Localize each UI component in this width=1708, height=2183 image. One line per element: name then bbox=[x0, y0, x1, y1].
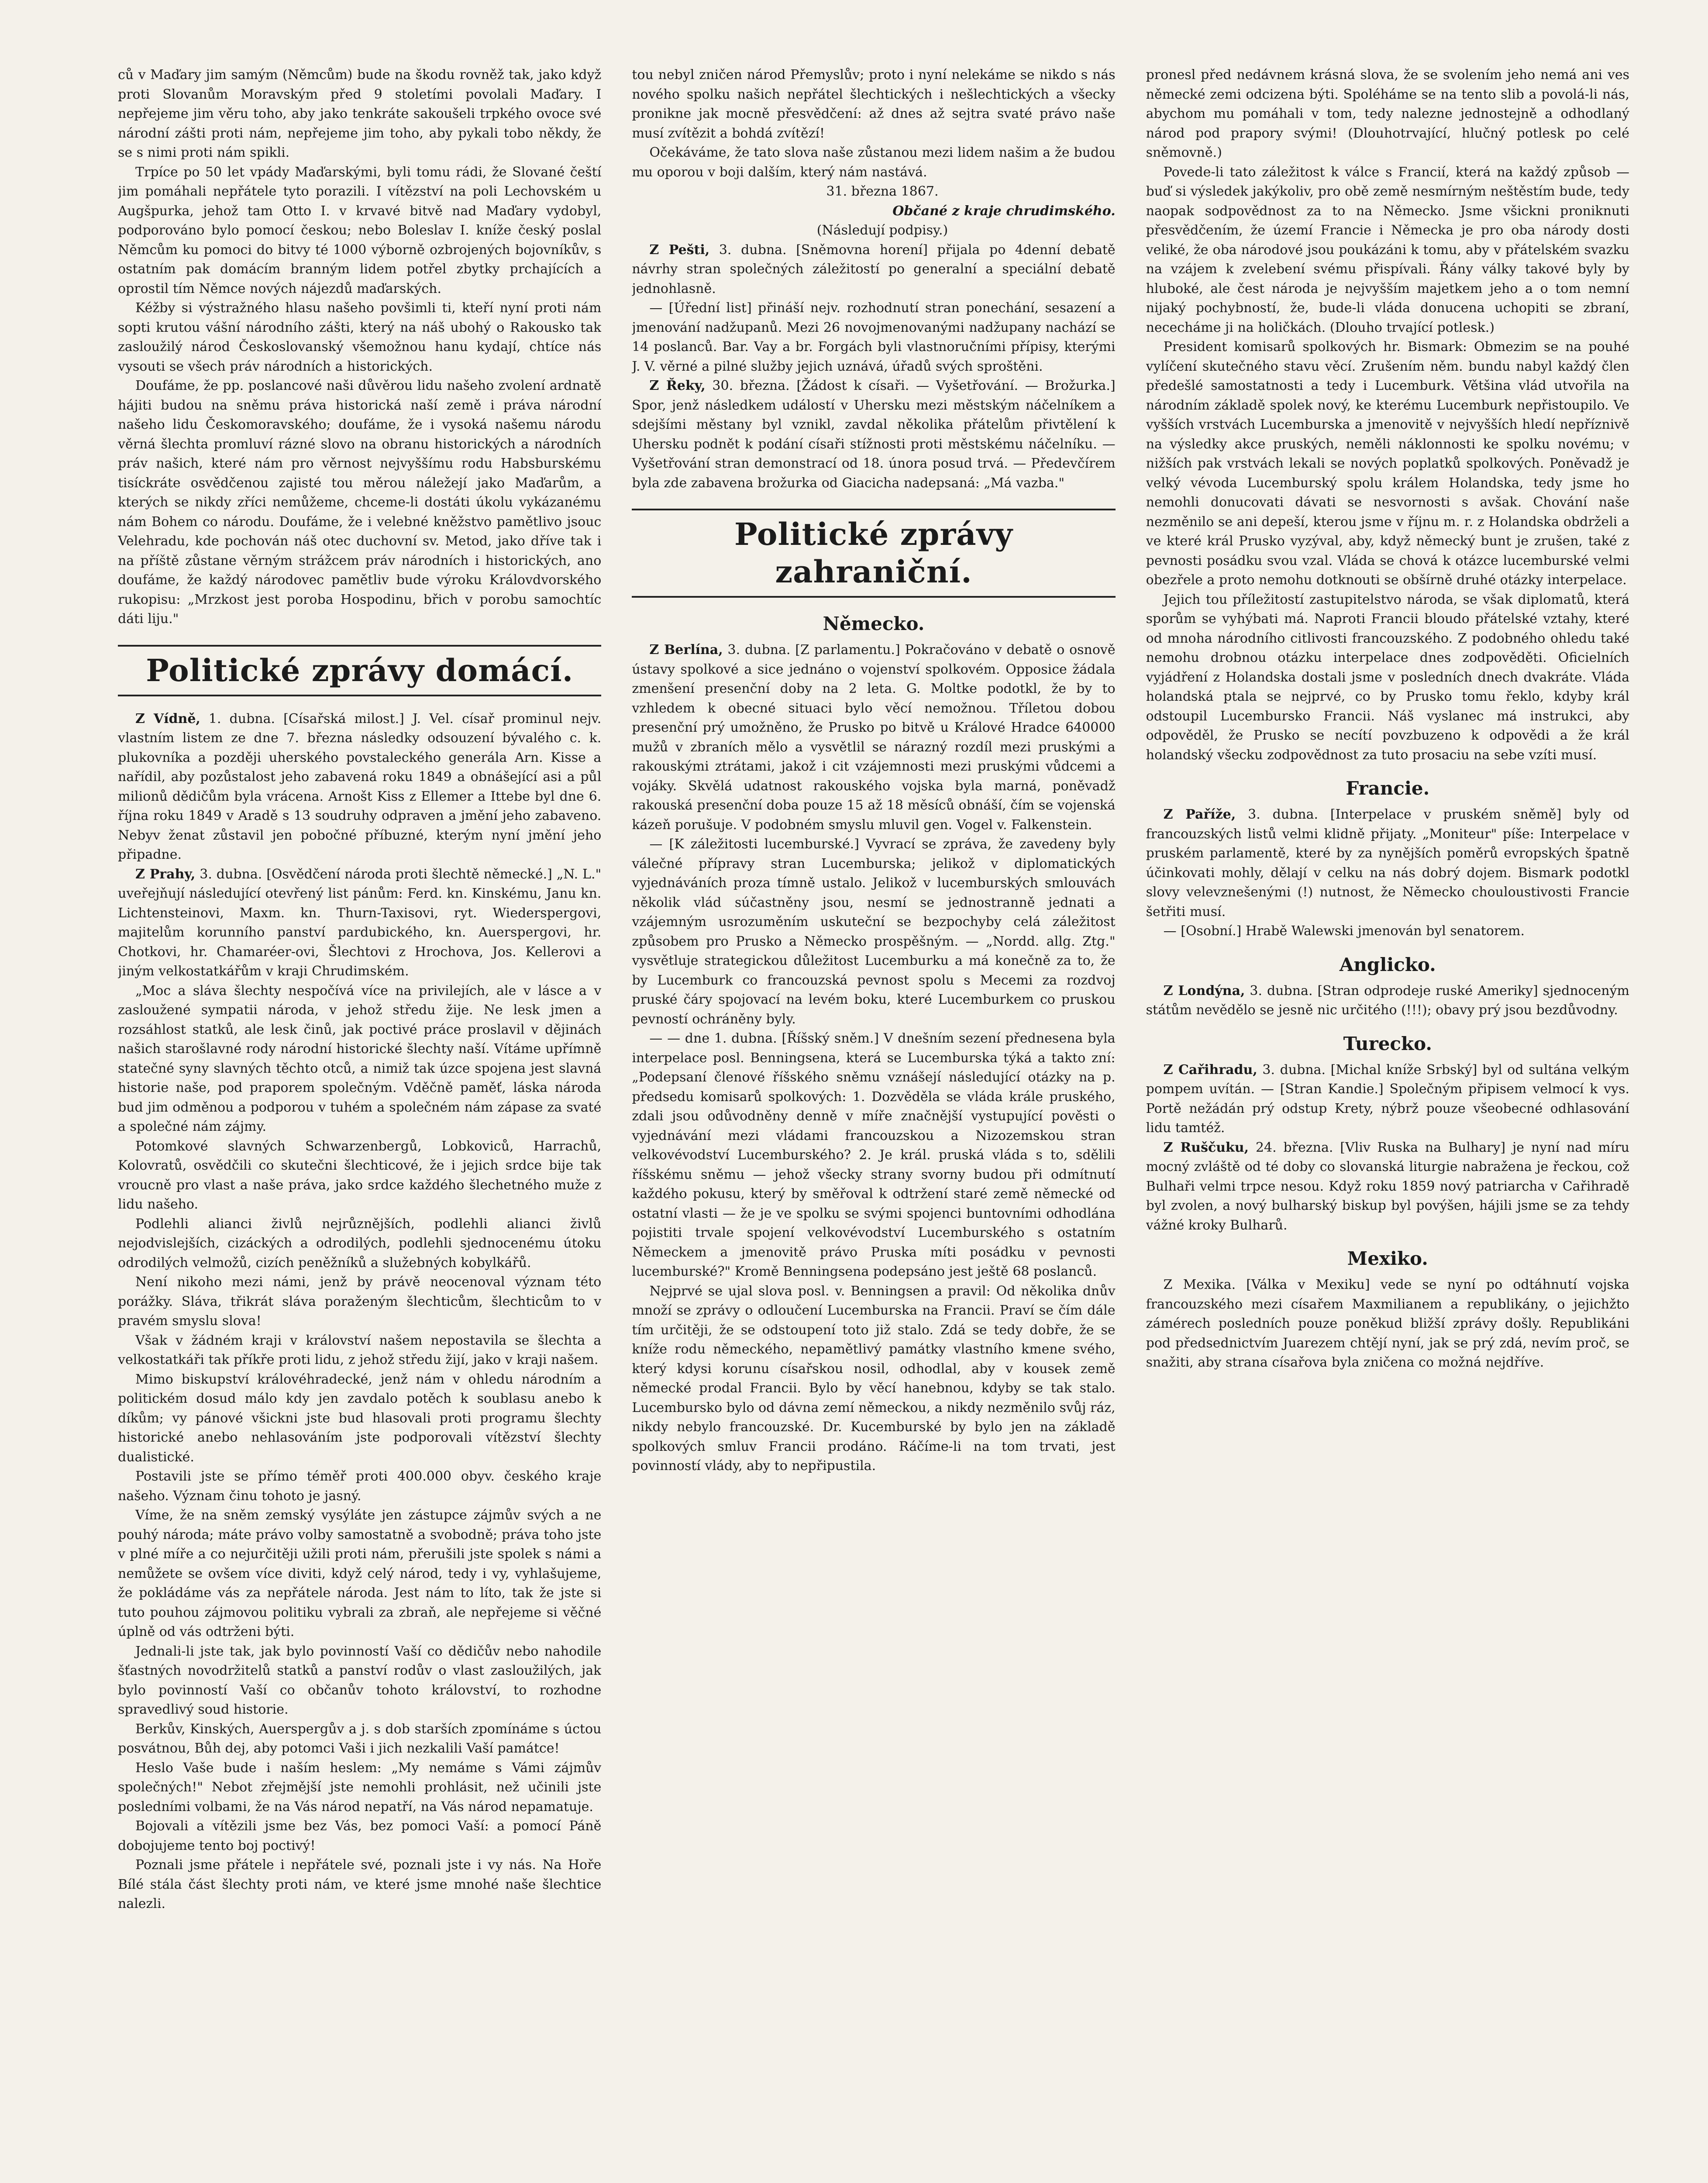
country-heading-mexico: Mexiko. bbox=[1347, 1248, 1428, 1269]
news-text: 30. března. [Žádost k císaři. — Vyšetřování. — Brožurka.] Spor, jenž následkem událostí v Uhersku mezi městským náčelníkem a sdejšími městany byl vznikl, zavdal několika přátelům přivtělení k Uhersku podnět k podání císaři stížnosti proti městskému náčelníku. — Vyšetřování stran demonstrací od 18. února posud trvá. — Předevčírem byla zde zabavena brožurka od Giacicha nadepsaná: „Má vazba." bbox=[632, 378, 1116, 491]
news-place: Z Prahy, bbox=[135, 866, 196, 882]
column-2 bbox=[632, 65, 1115, 2183]
news-item: Poznali jsme přátele i nepřátele své, poznali jste i vy nás. Na Hoře Bílé stála část šlechty proti nám, ve které jsme mnohé naše šlechtice nalezli. bbox=[118, 1857, 602, 1911]
news-item: Jednali-li jste tak, jak bylo povinností Vaší co dědičův nebo nahodile šťastných novodržitelů statků a panství rodův o vlast zasloužilých, jak bylo povinností Vaší co občanův tohoto království, to rozhodne spravedlivý soud historie. bbox=[118, 1643, 602, 1717]
country-heading-turkey: Turecko. bbox=[1343, 1033, 1432, 1054]
column-1 bbox=[118, 65, 601, 2183]
news-item: — [Osobní.] Hrabě Walewski jmenován byl senatorem. bbox=[1163, 923, 1525, 939]
news-place: Z Vídně, bbox=[135, 711, 200, 727]
news-item: Nejprvé se ujal slova posl. v. Benningsen a pravil: Od několika dnův množí se zprávy o odloučení Lucemburska na Francii. Praví se čím dále tím určitěji, že se odstoupení toto již stalo. Zdá se tedy dobře, že se kníže rodu německého, nepamětlivý památky vlastního kmene svého, který kdysi korunu císařskou nosil, odhodlal, aby v kousek země německé prodal Francii. Bylo by věcí hanebnou, kdyby se tak stalo. Lucembursko bylo od dávna zemí německou, a nikdy nezměnilo svůj ráz, nikdy nebylo francouzské. Dr. Kucemburské by bylo jen na základě spolkových smluv Francii prodáno. Ráčíme-li na tom trvati, jest povinností vlády, aby to nepřipustila. bbox=[632, 1283, 1116, 1474]
news-place: Z Londýna, bbox=[1163, 983, 1245, 999]
article-paragraph: Povede-li tato záležitost k válce s Francií, která na každý způsob — buď si výsledek jakýkoliv, pro obě země nesmírným neštěstím bude, tedy naopak sodpovědnost za to na Německo. Jsme všickni proniknuti přesvědčením, že území Francie i Německa je pro oba národy dosti veliké, že oba národové jsou poukázáni k tomu, aby v přátelském svazku na vzájem k zvelebení svému přispívali. Řány války takové byly by hluboké, ale čest národa je nejvyšším majetkem jeho a o tom nemní nijaký pochybností, že, bude-li vláda donucena uchopiti se zbraní, nececháme ji na holičkách. (Dlouho trvající potlesk.) bbox=[1146, 164, 1629, 335]
news-item: Z Mexika. [Válka v Mexiku] vede se nyní po odtáhnutí vojska francouzského mezi císařem Maxmilianem a republikány, o jejichžto zámérech posledních pouze poněkud bližší zprávy došly. Republikáni pod předsednictvím Juarezem chtějí nyní, jak se prý zdá, nevím proč, se snažiti, aby strana císařova byla zničena co možná nejdříve. bbox=[1146, 1277, 1629, 1370]
news-item: Potomkové slavných Schwarzenbergů, Lobkoviců, Harrachů, Kolovratů, osvědčili co skutečni šlechticové, že i jejich srdce bije tak vroucně pro vlast a naše práva, jako srdce každého šlechetného muže z lidu našeho. bbox=[118, 1138, 602, 1212]
news-text: 3. dubna. [Michal kníže Srbský] byl od sultána velkým pompem uvítán. — [Stran Kandie.] Společným připisem velmocí k vys. Portě nežádán prý odstup Krety, nýbrž pouze všeobecné odhlasování lidu tamtéž. bbox=[1146, 1062, 1629, 1136]
news-text: 3. dubna. [Sněmovna horení] přijala po 4denní debatě návrhy stran společných záležitostí po generalní a speciální debatě jednohlasně. bbox=[632, 242, 1116, 296]
news-item: President komisarů spolkových hr. Bismark: Obmezim se na pouhé vylíčení skutečného stavu věcí. Zrušením něm. bundu nabyl každý člen předešlé samostatnosti a tedy i Lucemburk. Většina vlád utvořila na národním základě spolek nový, ke kterému Lucemburk nepřistoupilo. Ve vyšších vrstvách Lucemburska a jmenovitě v nejvyšších hledí nepříznivě na výsledky akce pruských, neměli náklonnosti ke spolku novému; v nižších pak vrstvách lekali se nových poplatků spolkových. Poněvadž je velký vévoda Lucemburský spolu králem Holandska, tedy jsme ho nemohli donucovati dávati se nesvornosti s avšak. Chování naše nezměnilo se ani depeší, kterou jsme v říjnu m. r. z Holandska obdrželi a ve které král Prusko vyzýval, aby, když německý bunt je zrušen, také z pevnosti posádku svou vzal. Vláda se chová k otázce lucemburské velmi obezřele a proto nemohu dotknouti se obšírně druhé otázky interpelace. bbox=[1146, 339, 1629, 588]
news-text: 24. března. [Vliv Ruska na Bulhary] je nyní nad míru mocný zvláště od té doby co slovanská liturgie nabražena je řeckou, což Bulhaři velmi trpce nesou. Když roku 1859 nový patriarcha v Cařihradě byl zvolen, a nový bulharský biskup byl povýšen, hájili jsme se za tehdy vážné kroky Bulharů. bbox=[1146, 1140, 1629, 1233]
news-item: Není nikoho mezi námi, jenž by právě neocenoval význam této porážky. Sláva, třikrát sláva poraženým šlechticům, šlechticům to v pravém smyslu slova! bbox=[118, 1274, 602, 1329]
news-place: Z Ruščuku, bbox=[1163, 1140, 1249, 1155]
news-item: Mimo biskupství královéhradecké, jenž nám v ohledu národním a politickém dosud málo kdy jen zavdalo potěch k soublasu anebo k díkům; vy pánové všickni jste bud hlasovali proti programu šlechty historické anebo nehlasováním jste podporovali vítězství šlechty dualistické. bbox=[118, 1371, 602, 1465]
news-text: 1. dubna. [Císařská milost.] J. Vel. císař prominul nejv. vlastním listem ze dne 7. března následky odsouzení bývalého c. k. plukovníka a později uherského povstaleckého generála Arn. Kisse a nařídil, aby pozůstalost jeho zabavená roku 1849 a obnášející asi a půl milionů dědičům byla vrácena. Arnošt Kiss z Ellemer a Ittebe byl dne 6. října roku 1849 v Aradě s 13 soudruhy odpraven a jmění jeho zabaveno. Nebyv ženat zůstavil jen pobočné příbuzné, kterým nyní jmění jeho připadne. bbox=[118, 711, 602, 862]
country-heading-england: Anglicko. bbox=[1339, 954, 1436, 975]
news-place: Z Paříže, bbox=[1163, 807, 1236, 822]
article-paragraph: ců v Maďary jim samým (Němcům) bude na škodu rovněž tak, jako když proti Slovanům Moravským před 9 stoletími povolali Maďary. I nepřejeme jim věru toho, aby jako tenkráte sakoušeli trpkého ovoce své národní zášti proti nám, nepřejeme jim toho, aby pykali tobo někdy, že se s nimi proti nám spikli. bbox=[118, 67, 602, 160]
columns bbox=[118, 65, 1629, 2183]
news-text: 3. dubna. [Interpelace v pruském sněmě] byly od francouzských listů velmi klidně přijaty. „Moniteur" píše: Interpelace v pruském parlamentě, které by za nynějších poměrů evropských špatně účinkovati mohly, dělají v celku na nás dobrý dojem. Bismark podotkl slovy velevznešenými (!) nutnost, že Německo chouloustivosti Francie šetřiti musí. bbox=[1146, 807, 1629, 919]
news-item: Postavili jste se přímo téměř proti 400.000 obyv. českého kraje našeho. Význam činu tohoto je jasný. bbox=[118, 1469, 602, 1504]
news-text: 3. dubna. [Osvědčení národa proti šlechtě německé.] „N. L." uveřejňují následující otevřený list pánům: Ferd. kn. Kinskému, Janu kn. Lichtensteinovi, Maxm. kn. Thurn-Taxisovi, ryt. Wiederspergovi, majitelům korunního panství pardubického, kn. Auerspergovi, hr. Chotkovi, hr. Chamaréer-ovi, Šlechtovi z Hrochova, Jos. Kellerovi a jiným velkostatkářům v kraji Chrudimském. bbox=[118, 866, 602, 979]
news-item: Heslo Vaše bude i naším heslem: „My nemáme s Vámi zájmův společných!" Nebot zřejmější jste nemohli prohlásit, než učinili jste posledními volbami, že na Vás národ nepatří, na Vás národ nepamatuje. bbox=[118, 1760, 602, 1815]
article-paragraph: Doufáme, že pp. poslancové naši důvěrou lidu našeho zvolení ardnatě hájiti budou na sněmu práva historická naší země i práva národní našeho lidu Českomoravského; doufáme, že i vysoká našemu národu věrná šlechta promluví rázné slovo na obranu historických a národních práv našich, které nám pro věrnost nejvyššímu rodu Habsburskému tisíckráte osvědčenou zajisté tou měrou náležejí jako Maďarům, a kterých se nikdy zříci nemůžeme, chceme-li dostáti úkolu vykázanému nám Bohem co národu. Doufáme, že i velebné kněžstvo pamětlivo jsouc Velehradu, kde pochován náš otec duchovní sv. Metod, jako dříve tak i na příště zůstane věrným strážcem práv národních i historických, ano doufáme, že každý národovec pamětliv bude výroku Královdvorského rukopisu: „Mrzkost jest poroba Hospodinu, břich v porobu samochtíc dáti liju." bbox=[118, 378, 602, 627]
date-line: 31. března 1867. bbox=[826, 184, 939, 199]
news-item: — [Úřední list] přináší nejv. rozhodnutí stran ponechání, sesazení a jmenování nadžupanů. Mezi 26 novojmenovanými nadžupany nachází se 14 poslanců. Bar. Vay a br. Forgách byli vlastnoručními přípisy, kterými J. V. věrné a pilné služby jejich uznává, úřadů svých sproštěni. bbox=[632, 300, 1116, 374]
article-paragraph: pronesl před nedávnem krásná slova, že se svolením jeho nemá ani ves německé zemi odcizena býti. Spoléháme se na tento slib a povolá-li nás, abychom mu pomáhali v tom, tedy nalezne jednostejně a odhodlaný národ pod prapory svými! (Dlouhotrvající, hlučný potlesk po celé sněmovně.) bbox=[1146, 67, 1629, 160]
signature-note: (Následují podpisy.) bbox=[816, 223, 948, 238]
column-3 bbox=[1146, 65, 1629, 2183]
news-item bbox=[632, 376, 1115, 493]
news-item bbox=[1146, 805, 1629, 922]
news-item bbox=[1146, 1138, 1629, 1236]
section-title-domestic: Politické zprávy domácí. bbox=[118, 645, 601, 696]
news-item: Však v žádném kraji v království našem nepostavila se šlechta a velkostatkáři tak příkře proti lidu, z jehož středu žijí, jako v kraji našem. bbox=[118, 1333, 602, 1367]
news-item bbox=[118, 865, 601, 981]
news-text: 3. dubna. [Stran odprodeje ruské Ameriky] sjednoceným státům nevědělo se jesně nic určitého (!!!); obavy prý jsou bezdůvodny. bbox=[1146, 983, 1629, 1018]
news-item: — [K záležitosti lucemburské.] Vyvrací se zpráva, že zavedeny byly válečné přípravy stran Lucemburska; jelikož v diplomatických vyjednáváních proza tímně ustalo. Jelikož v lucemburských smlouvách několik vlád súčastněny jsou, nesmí se jednostranně jednati a vzájemným usrozuměním uskuteční se bezpochyby celá záležitost způsobem pro Prusko a Německo prospěšným. — „Nordd. allg. Ztg." vysvětluje strategickou důležitost Lucemburku a má konečně za to, že by Lucemburk co francouzská pevnost spolu s Mecemi za rozdvoj pruské čáry spojovací na levém boku, které Lucemburkem co pruskou pevností ochráněny byly. bbox=[632, 837, 1116, 1027]
news-item: Víme, že na sněm zemský vysýláte jen zástupce zájmův svých a ne pouhý národa; máte právo volby samostatně a svobodně; práva toho jste v plné míře a co nejurčitěji užili proti nám, přerušili jste spolek s námi a nemůžete se ovšem více diviti, když celý národ, tedy i vy, vyhlašujeme, že pokládáme vás za nepřátele národa. Jest nám to líto, tak že jste si tuto pouhou zájmovou politiku vybrali za zbraň, ale nepřejeme si věčné úplně od vás odtrženi býti. bbox=[118, 1508, 602, 1639]
article-paragraph: Trpíce po 50 let vpády Maďarskými, byli tomu rádi, že Slované čeští jim pomáhali nepřátele tyto porazili. I vítězství na poli Lechovském u Augšpurka, jehož tam Otto I. v krvavé bitvě nad Maďary vydobyl, podporováno bylo pomocí českou; nebo Boleslav I. kníže český poslal Němcům ku pomoci do bitvy té 1000 výborně ozbrojených bojovníkův, s ostatním pak domácím branným lidem potřel zbytky prchajících a oprostil tím Němce nových nájezdů maďarských. bbox=[118, 164, 602, 296]
news-item bbox=[1146, 981, 1629, 1020]
signature: Občané z kraje chrudimského. bbox=[892, 203, 1116, 219]
news-item bbox=[632, 640, 1115, 835]
section-title-foreign: Politické zprávy zahraniční. bbox=[632, 509, 1115, 598]
news-place: Z Pešti, bbox=[649, 242, 710, 258]
news-item: Jejich tou příležitostí zastupitelstvo národa, se však diplomatů, která sporům se vyhýbati má. Naproti Francii bloudo přátelské vztahy, které od mnoha národního citlivosti francouzského. Z podobného ohledu také nemohu drobnou otázku interpelace dnes zodpověděti. Oficielních vyjádření z Holandska dostali jsme v posledních dnech dvakráte. Vláda holandská ptala se nejprvé, co by Prusko tomu řeklo, kdyby král odstoupil Lucembursko Francii. Náš vyslanec má instrukci, aby odpověděl, že Prusko se necítí povzbuzeno k odpovědi a že král holandský všecku zodpovědnost za tuto prosaciu na sebe vzíti musí. bbox=[1146, 592, 1629, 763]
country-heading-france: Francie. bbox=[1346, 778, 1430, 799]
news-item bbox=[118, 709, 601, 865]
news-item bbox=[632, 241, 1115, 299]
news-item: Bojovali a vítězili jsme bez Vás, bez pomoci Vaší: a pomocí Páně dobojujeme tento boj poctivý! bbox=[118, 1818, 602, 1853]
news-item: „Moc a sláva šlechty nespočívá více na privilejích, ale v lásce a v zasloužené sympatii národa, v jehož středu žije. Ne lesk jmen a rozsáhlost statků, ale lesk činů, jak poctivé práce proslavil v dějinách našich starošlavné rody národní historické šlechty naší. Vítáme upřímně statečné syny slavných těchto otců, a nimiž tak úzce spojena jest slavná historie naše, pod praporem společným. Vděčně paměť, láska národa bud jim odměnou a podporou v tuhém a společném nám zápase za svaté a společné nám zájmy. bbox=[118, 983, 602, 1134]
article-paragraph: Kéžby si výstražného hlasu našeho povšimli ti, kteří nyní proti nám sopti krutou vášní národního zášti, který na náš ubohý o Rakousko tak zasloužilý národ Českoslovanský všemožnou hanu kydají, chtíce nás vysouti se všech práv národních a historických. bbox=[118, 300, 602, 374]
news-item: Podlehli alianci živlů nejrůznějších, podlehli alianci živlů nejodvislejších, cizáckých a odrodilých, podlehli sjednocenému útoku odrodilých velmožů, cizích peněžníků a služebných kobylkářů. bbox=[118, 1216, 602, 1271]
news-place: Z Cařihradu, bbox=[1163, 1062, 1257, 1078]
news-item bbox=[1146, 1061, 1629, 1138]
article-paragraph: tou nebyl zničen národ Přemyslův; proto i nyní nelekáme se nikdo s nás nového spolku našich nepřátel šlechtických i nešlechtických a všecky pronikne jak mocně přesvědčení: až dnes až sejtra svaté právo naše musí zvítězit a bohdá zvítězí! bbox=[632, 67, 1116, 141]
news-place: Z Berlína, bbox=[649, 642, 723, 658]
country-heading-germany: Německo. bbox=[823, 613, 925, 634]
news-text: 3. dubna. [Z parlamentu.] Pokračováno v debatě o osnově ústavy spolkové a sice jednáno o vojenství spolkovém. Opposice žádala zmenšení presenční doby na 2 leta. G. Moltke podotkl, že by to vzhledem k obecné situaci bylo věcí nemožnou. Tříletou dobou presenční prý umožněno, že Prusko po bitvě u Králové Hradce 640000 mužů v zbraních mělo a vysvětlil se nárazný rozdíl mezi pruskými a rakouskými ztrátami, jakož i cit vzájemnosti mezi pruskými vůdcemi a vojáky. Skvělá udatnost rakouského vojska byla marná, poněvadž rakouská presenční doba pouze 15 až 18 měsíců obnáší, čím se vojenská kázeň porušuje. V podobném smyslu mluvil gen. Vogel v. Falkenstein. bbox=[632, 642, 1116, 833]
article-paragraph: Očekáváme, že tato slova naše zůstanou mezi lidem našim a že budou mu oporou v boji dalším, který nám nastává. bbox=[632, 145, 1116, 180]
news-item: — — dne 1. dubna. [Říšský sněm.] V dnešním sezení přednesena byla interpelace posl. Benningsena, která se Lucemburska týká a takto zní: „Podepsaní členové říšského sněmu vznášejí následující otázky na p. předsedu komisarů spolkových: 1. Dozvěděla se vláda krále pruského, zdali jsou odůvodněny denně v míře značnější vystupující pověsti o vyjednávání mezi vládami francouzskou a Nizozemskou stran velkovévodství Lucemburského? 2. Je král. pruská vláda s to, sdělili říšskému sněmu — jehož všecky strany svorny budou při odmítnutí každého pokusu, který by směřoval k odtržení staré země německé od ostatní vlasti — že je ve spolku se svými spojenci buntovními odhodlána pojistiti trvale spojení velkovévodství Lucemburského s ostatním Německem a jmenovitě právo Pruska míti posádku v pevnosti lucemburské?" Kromě Benningsena podepsáno jest ještě 68 poslanců. bbox=[632, 1031, 1116, 1279]
news-item: Berkův, Kinských, Auerspergův a j. s dob starších zpomínáme s úctou posvátnou, Bůh dej, aby potomci Vaši i jich nezkalili Vaší památce! bbox=[118, 1721, 602, 1756]
news-place: Z Řeky, bbox=[649, 378, 706, 393]
